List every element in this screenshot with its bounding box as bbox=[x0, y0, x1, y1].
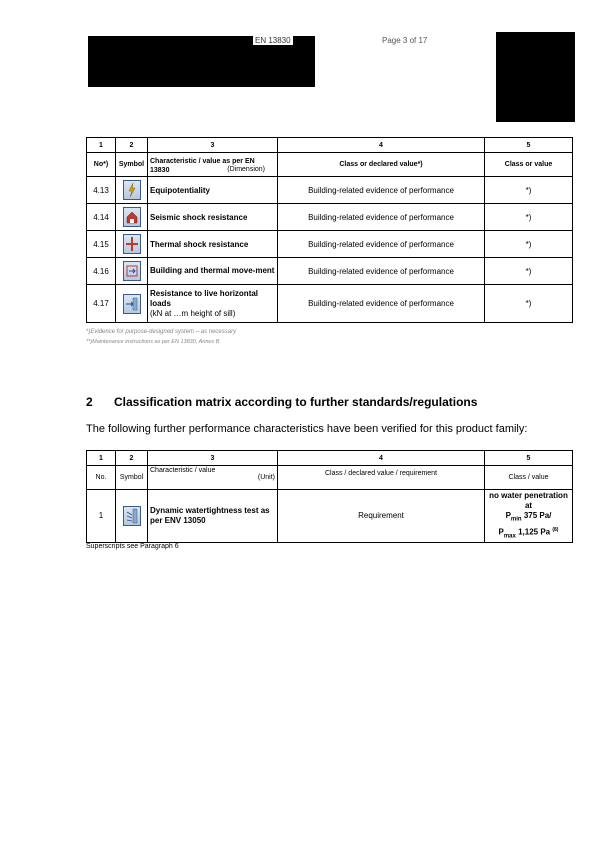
row-no: 4.13 bbox=[87, 177, 116, 204]
footnote-2: **)Maintenance instructions as per EN 13830, Annex B bbox=[86, 339, 220, 345]
pmax-label: P bbox=[498, 527, 504, 537]
row-value: *) bbox=[485, 258, 573, 285]
col-num-1: 1 bbox=[87, 451, 116, 466]
table-row bbox=[87, 285, 573, 323]
pmax-value: 1,125 Pa bbox=[518, 527, 551, 537]
row-symbol bbox=[116, 285, 148, 323]
redacted-corner-block bbox=[496, 32, 575, 122]
table-row bbox=[87, 231, 573, 258]
header-dimension: (Dimension) bbox=[227, 165, 265, 173]
value-pmax bbox=[487, 525, 570, 541]
row-symbol bbox=[116, 231, 148, 258]
classification-table bbox=[86, 450, 573, 543]
row-characteristic: Dynamic watertightness test as per ENV 13050 bbox=[148, 490, 278, 543]
thermal-movement-icon bbox=[123, 261, 141, 281]
section-number: 2 bbox=[86, 395, 93, 409]
header-characteristic bbox=[148, 466, 278, 490]
row-no: 4.15 bbox=[87, 231, 116, 258]
row-characteristic: Equipotentiality bbox=[148, 177, 278, 204]
pmax-sup: (8) bbox=[552, 526, 559, 533]
col-num-4: 4 bbox=[278, 138, 485, 153]
pmin-value: 375 Pa/ bbox=[523, 511, 552, 520]
row-declared: Building-related evidence of performance bbox=[278, 285, 485, 323]
row-value: *) bbox=[485, 177, 573, 204]
header-symbol: Symbol bbox=[116, 466, 148, 490]
row-symbol bbox=[116, 204, 148, 231]
equipotentiality-icon bbox=[123, 180, 141, 200]
row-declared: Building-related evidence of performance bbox=[278, 231, 485, 258]
section-intro: The following further performance characteristics have been verified for this product family: bbox=[86, 423, 528, 435]
header-class-value: Class or value bbox=[485, 153, 573, 177]
col-num-3: 3 bbox=[148, 138, 278, 153]
col-num-2: 2 bbox=[116, 138, 148, 153]
table-row bbox=[87, 258, 573, 285]
row-symbol bbox=[116, 177, 148, 204]
row-declared: Building-related evidence of performance bbox=[278, 204, 485, 231]
table-row bbox=[87, 204, 573, 231]
col-num-5: 5 bbox=[485, 138, 573, 153]
row-symbol bbox=[116, 258, 148, 285]
table-row bbox=[87, 177, 573, 204]
row-characteristic bbox=[148, 285, 278, 323]
footnote-1: *)Evidence for purpose-designed system – as necessary bbox=[86, 329, 237, 335]
superscripts-note: Superscripts see Paragraph 6 bbox=[86, 543, 179, 550]
row-declared: Building-related evidence of performance bbox=[278, 258, 485, 285]
row-declared: Building-related evidence of performance bbox=[278, 177, 485, 204]
row-value bbox=[485, 490, 573, 543]
header-class-value: Class / value bbox=[485, 466, 573, 490]
header-no: No*) bbox=[87, 153, 116, 177]
row-no: 4.14 bbox=[87, 204, 116, 231]
header-row bbox=[87, 466, 573, 490]
row-no: 1 bbox=[87, 490, 116, 543]
section-title: Classification matrix according to further standards/regulations bbox=[114, 395, 478, 409]
pmin-sub: min bbox=[510, 516, 522, 523]
header-symbol: Symbol bbox=[116, 153, 148, 177]
row-characteristic: Seismic shock resistance bbox=[148, 204, 278, 231]
header-characteristic-text: Characteristic / value as per EN 13830 bbox=[150, 157, 255, 174]
header-characteristic bbox=[148, 153, 278, 177]
header-class-declared: Class or declared value*) bbox=[278, 153, 485, 177]
seismic-icon bbox=[123, 207, 141, 227]
col-num-2: 2 bbox=[116, 451, 148, 466]
header-unit: (Unit) bbox=[257, 474, 275, 481]
row-characteristic-title: Resistance to live horizontal loads bbox=[150, 288, 259, 308]
row-no: 4.16 bbox=[87, 258, 116, 285]
watertightness-icon bbox=[123, 506, 141, 526]
row-no: 4.17 bbox=[87, 285, 116, 323]
pmin-label: P bbox=[505, 511, 511, 520]
header-characteristic-text: Characteristic / value bbox=[150, 467, 216, 474]
col-num-5: 5 bbox=[485, 451, 573, 466]
thermal-shock-icon bbox=[123, 234, 141, 254]
row-characteristic-sub: (kN at …m height of sill) bbox=[150, 308, 236, 318]
row-declared: Requirement bbox=[278, 490, 485, 543]
row-value: *) bbox=[485, 204, 573, 231]
row-value: *) bbox=[485, 285, 573, 323]
performance-table bbox=[86, 137, 573, 323]
value-line-1: no water penetration at bbox=[489, 491, 568, 510]
row-characteristic: Building and thermal move-ment bbox=[148, 258, 278, 285]
row-characteristic: Thermal shock resistance bbox=[148, 231, 278, 258]
col-num-4: 4 bbox=[278, 451, 485, 466]
pmax-sub: max bbox=[503, 532, 516, 539]
column-number-row bbox=[87, 138, 573, 153]
header-declared: Class / declared value / requirement bbox=[278, 466, 485, 490]
header-row bbox=[87, 153, 573, 177]
value-pmin bbox=[487, 511, 570, 525]
header-no: No. bbox=[87, 466, 116, 490]
col-num-3: 3 bbox=[148, 451, 278, 466]
table-row bbox=[87, 490, 573, 543]
col-num-1: 1 bbox=[87, 138, 116, 153]
column-number-row bbox=[87, 451, 573, 466]
row-symbol bbox=[116, 490, 148, 543]
header-page-number: Page 3 of 17 bbox=[382, 36, 428, 45]
row-value: *) bbox=[485, 231, 573, 258]
horizontal-load-icon bbox=[123, 294, 141, 314]
header-standard: EN 13830 bbox=[255, 36, 291, 45]
